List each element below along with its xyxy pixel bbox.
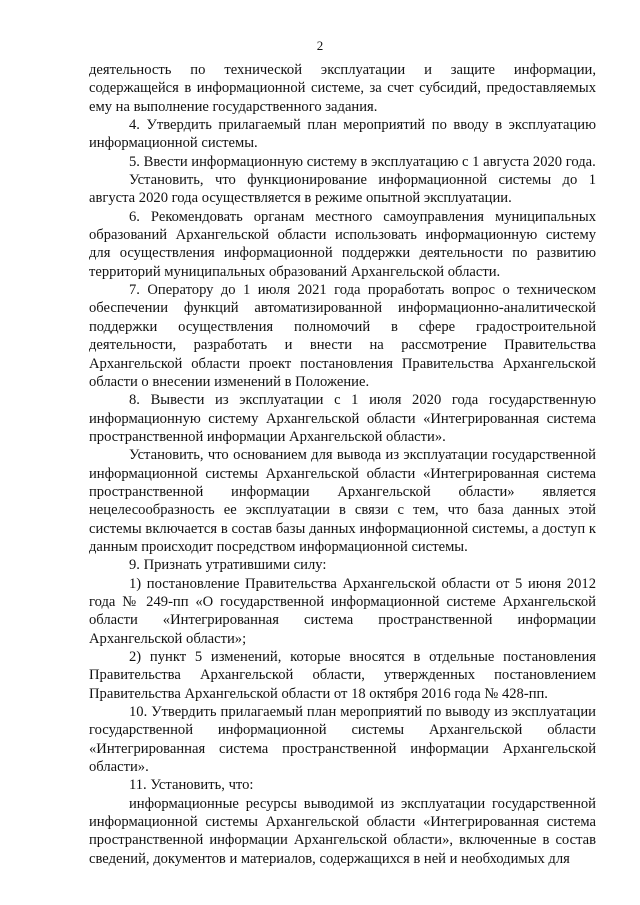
page-number: 2 xyxy=(316,38,324,53)
paragraph-item-5: 5. Ввести информационную систему в эксплуатацию с 1 августа 2020 года. xyxy=(129,153,596,170)
paragraph-item-11: 11. Установить, что: xyxy=(129,777,254,794)
paragraph-item-8-detail: Установить, что основанием для вывода из эксплуатации государственной информационной системы Архангельской области «Интегрированная система пространственной информации Архангельской области» является нецелесообразность ее эксплуатации в связи с тем, что база данных этой системы включается в состав базы данных информационной системы, а доступ к данным происходит посредством информационной системы. xyxy=(89,447,596,555)
paragraph-item-5-detail: Установить, что функционирование информационной системы до 1 августа 2020 года осуществляется в режиме опытной эксплуатации. xyxy=(89,172,596,207)
paragraph-item-10: 10. Утвердить прилагаемый план мероприятий по выводу из эксплуатации государственной информационной системы Архангельской области «Интегрированная система пространственной информации Архангельской области». xyxy=(89,704,596,776)
paragraph-item-9: 9. Признать утратившими силу: xyxy=(129,557,327,574)
paragraph-continuation: деятельность по технической эксплуатации и защите информации, содержащейся в информационной системе, за счет субсидий, предоставляемых ему на выполнение государственного задания. xyxy=(89,62,596,115)
document-body xyxy=(89,61,596,868)
paragraph-item-7: 7. Оператору до 1 июля 2021 года проработать вопрос о техническом обеспечении функций автоматизированной информационно-аналитической поддержки осуществления полномочий в сфере градостроительной деятельности, разработать и внести на рассмотрение Правительства Архангельской области проект постановления Правительства Архангельской области о внесении изменений в Положение. xyxy=(89,282,596,390)
paragraph-item-11-detail: информационные ресурсы выводимой из эксплуатации государственной информационной системы Архангельской области «Интегрированная система пространственной информации Архангельской области», включенные в состав сведений, документов и материалов, содержащихся в ней и необходимых для xyxy=(89,795,596,867)
paragraph-item-6: 6. Рекомендовать органам местного самоуправления муниципальных образований Архангельской области использовать информационную систему для осуществления информационной поддержки деятельности по развитию территорий муниципальных образований Архангельской области. xyxy=(89,208,596,280)
paragraph-item-4: 4. Утвердить прилагаемый план мероприятий по вводу в эксплуатацию информационной системы. xyxy=(89,117,596,152)
paragraph-item-9-sub-1: 1) постановление Правительства Архангельской области от 5 июня 2012 года № 249-пп «О государственной информационной системе Архангельской области «Интегрированная система пространственной информации Архангельской области»; xyxy=(89,575,596,647)
paragraph-item-9-sub-2: 2) пункт 5 изменений, которые вносятся в отдельные постановления Правительства Архангельской области, утвержденных постановлением Правительства Архангельской области от 18 октября 2016 года № 428-пп. xyxy=(89,649,596,702)
paragraph-item-8: 8. Вывести из эксплуатации с 1 июля 2020 года государственную информационную систему Архангельской области «Интегрированная система пространственной информации Архангельской области». xyxy=(89,392,596,445)
